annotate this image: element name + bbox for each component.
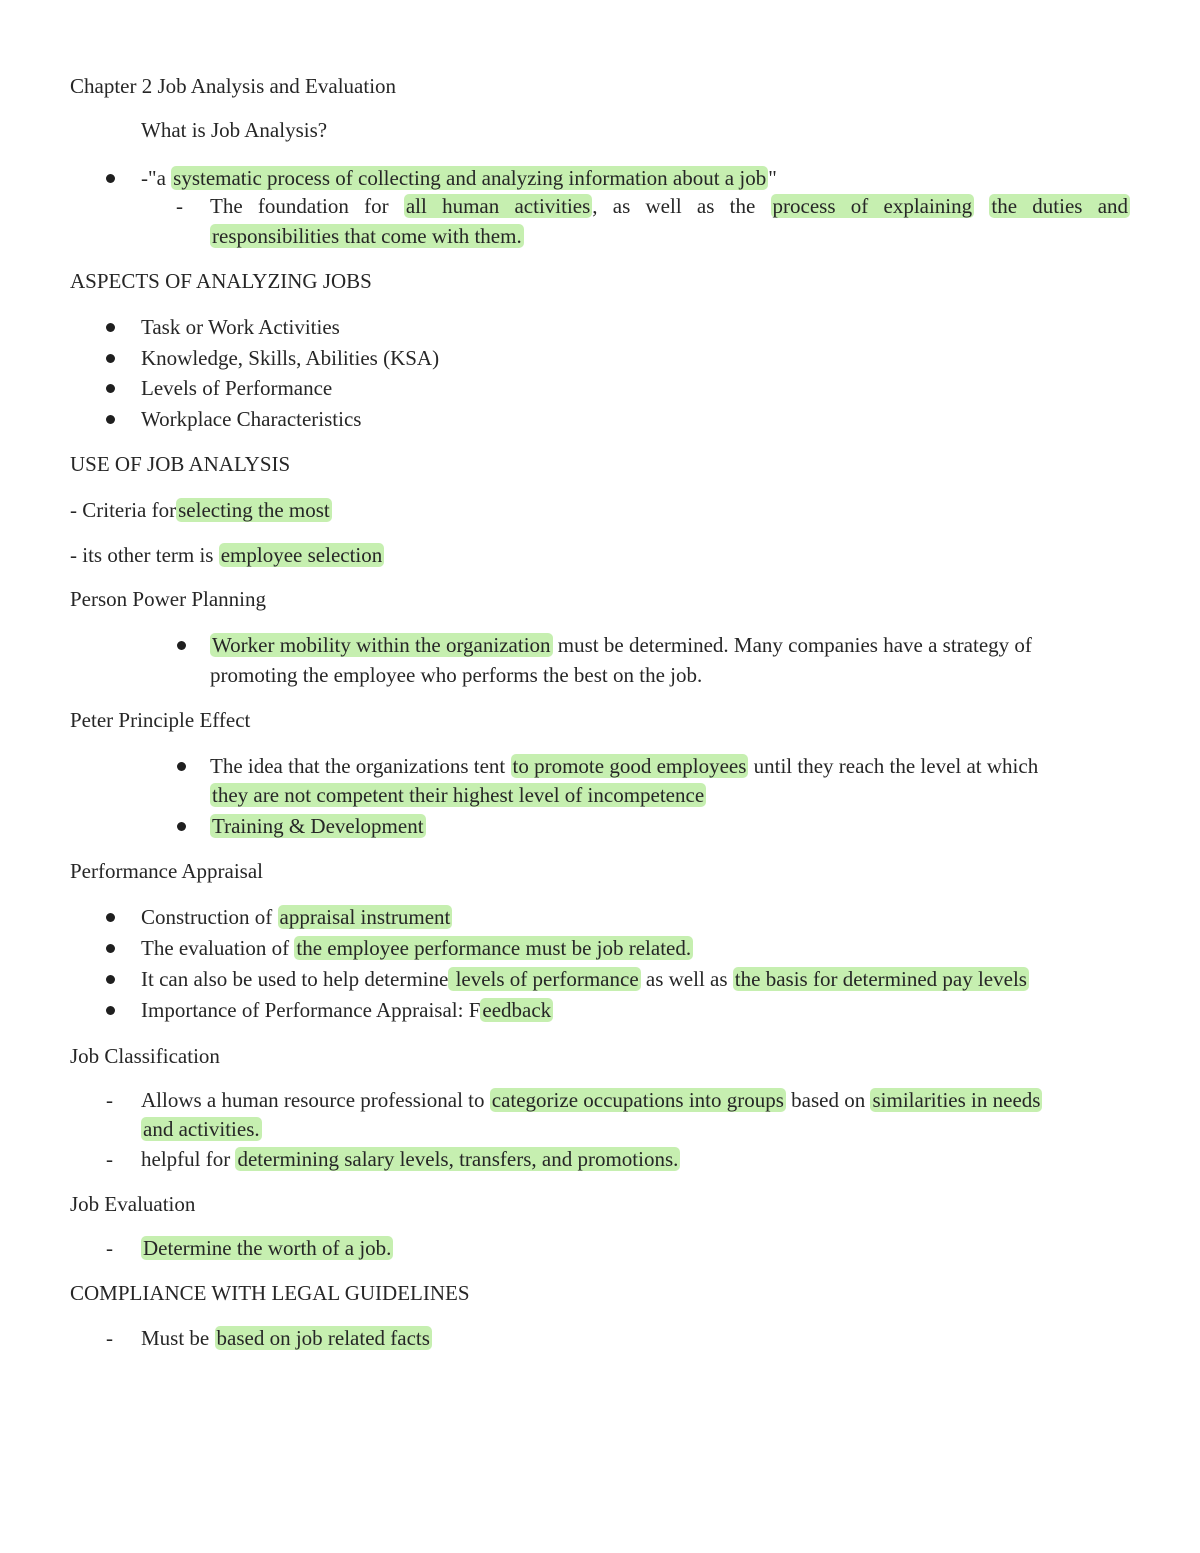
evaluation-line (141, 1235, 393, 1261)
mobility-highlight: Worker mobility within the organization (212, 633, 551, 657)
classification-text: Allows a human resource professional to (141, 1088, 490, 1112)
appraisal-item-1 (141, 904, 452, 930)
bullet-icon (106, 174, 115, 183)
bullet-icon (106, 354, 115, 363)
foundation-text-2: , as well as the (592, 194, 756, 218)
classification-heading: Job Classification (70, 1044, 220, 1068)
bullet-icon (177, 822, 186, 831)
peter-line-1 (210, 753, 1038, 779)
dash-marker: - (106, 1088, 113, 1112)
similarities-highlight: similarities in needs (872, 1088, 1041, 1112)
bullet-icon (106, 1006, 115, 1015)
peter-text: The idea that the organizations tent (210, 754, 511, 778)
definition-prefix: -"a (141, 166, 172, 190)
appraisal-item-2 (141, 935, 693, 961)
duties-highlight: the duties and (991, 194, 1129, 218)
criteria-highlight: selecting the most (178, 498, 330, 522)
instrument-highlight: appraisal instrument (279, 905, 451, 929)
foundation-highlight: all human activities (405, 194, 591, 218)
definition-highlight: systematic process of collecting and analyzing information about a job (173, 166, 767, 190)
pay-levels-highlight: the basis for determined pay levels (734, 967, 1027, 991)
bullet-icon (106, 944, 115, 953)
worth-highlight: Determine the worth of a job. (143, 1236, 392, 1260)
appraisal-text: Importance of Performance Appraisal: F (141, 998, 481, 1022)
peter-line-3 (210, 813, 426, 839)
compliance-heading: COMPLIANCE WITH LEGAL GUIDELINES (70, 1281, 470, 1305)
page-title: Chapter 2 Job Analysis and Evaluation (70, 74, 397, 98)
compliance-line (141, 1325, 432, 1351)
appraisal-text: The evaluation of (141, 936, 295, 960)
levels-highlight: levels of performance (450, 967, 639, 991)
ppp-line-2: promoting the employee who performs the best on the job. (210, 663, 703, 687)
evaluation-heading: Job Evaluation (70, 1192, 196, 1216)
peter-heading: Peter Principle Effect (70, 708, 251, 732)
appraisal-text: It can also be used to help determine (141, 967, 449, 991)
appraisal-heading: Performance Appraisal (70, 859, 264, 883)
ppp-line-1 (210, 632, 1032, 658)
term-highlight: employee selection (220, 543, 383, 567)
categorize-highlight: categorize occupations into groups (491, 1088, 784, 1112)
aspects-item: Levels of Performance (141, 376, 333, 400)
term-text: - its other term is (70, 543, 219, 567)
dash-marker: - (106, 1236, 113, 1260)
dash-marker: - (176, 194, 183, 218)
process-highlight: process of explaining (772, 194, 973, 218)
aspects-item: Task or Work Activities (141, 315, 340, 339)
ppp-heading: Person Power Planning (70, 587, 266, 611)
responsibilities-highlight: responsibilities that come with them. (212, 224, 522, 248)
use-heading: USE OF JOB ANALYSIS (70, 452, 291, 476)
training-highlight: Training & Development (212, 814, 424, 838)
bullet-icon (106, 913, 115, 922)
dash-marker: - (106, 1147, 113, 1171)
classification-text-2: based on (785, 1088, 871, 1112)
activities-highlight: and activities. (143, 1117, 260, 1141)
bullet-icon (177, 641, 186, 650)
bullet-icon (106, 323, 115, 332)
use-term-line (70, 542, 384, 568)
promote-highlight: to promote good employees (512, 754, 747, 778)
bullet-icon (177, 762, 186, 771)
performance-highlight: the employee performance must be job related. (296, 936, 692, 960)
facts-highlight: based on job related facts (216, 1326, 430, 1350)
aspects-heading: ASPECTS OF ANALYZING JOBS (70, 269, 372, 293)
dash-marker: - (106, 1326, 113, 1350)
classification-line-1 (141, 1087, 1042, 1113)
appraisal-item-3 (141, 966, 1029, 992)
foundation-line (210, 193, 1130, 219)
feedback-highlight: eedback (482, 998, 552, 1022)
use-criteria-line (70, 497, 332, 523)
peter-text-2: until they reach the level at which (748, 754, 1039, 778)
peter-line-2 (210, 782, 706, 808)
appraisal-item-4 (141, 997, 553, 1023)
definition-line (141, 165, 777, 191)
intro-question: What is Job Analysis? (141, 118, 328, 142)
mobility-text: must be determined. Many companies have a strategy of (552, 633, 1032, 657)
foundation-text: The foundation for (210, 194, 404, 218)
appraisal-text: Construction of (141, 905, 278, 929)
bullet-icon (106, 415, 115, 424)
appraisal-text-2: as well as (640, 967, 733, 991)
responsibilities-line (210, 223, 524, 249)
helpful-text: helpful for (141, 1147, 236, 1171)
bullet-icon (106, 975, 115, 984)
compliance-text: Must be (141, 1326, 215, 1350)
incompetence-highlight: they are not competent their highest level of incompetence (212, 783, 705, 807)
aspects-item: Knowledge, Skills, Abilities (KSA) (141, 346, 440, 370)
definition-suffix: " (768, 166, 777, 190)
aspects-item: Workplace Characteristics (141, 407, 362, 431)
classification-line-3 (141, 1146, 680, 1172)
classification-line-2 (141, 1116, 262, 1142)
criteria-text: - Criteria for (70, 498, 177, 522)
bullet-icon (106, 384, 115, 393)
salary-highlight: determining salary levels, transfers, and promotions. (237, 1147, 679, 1171)
